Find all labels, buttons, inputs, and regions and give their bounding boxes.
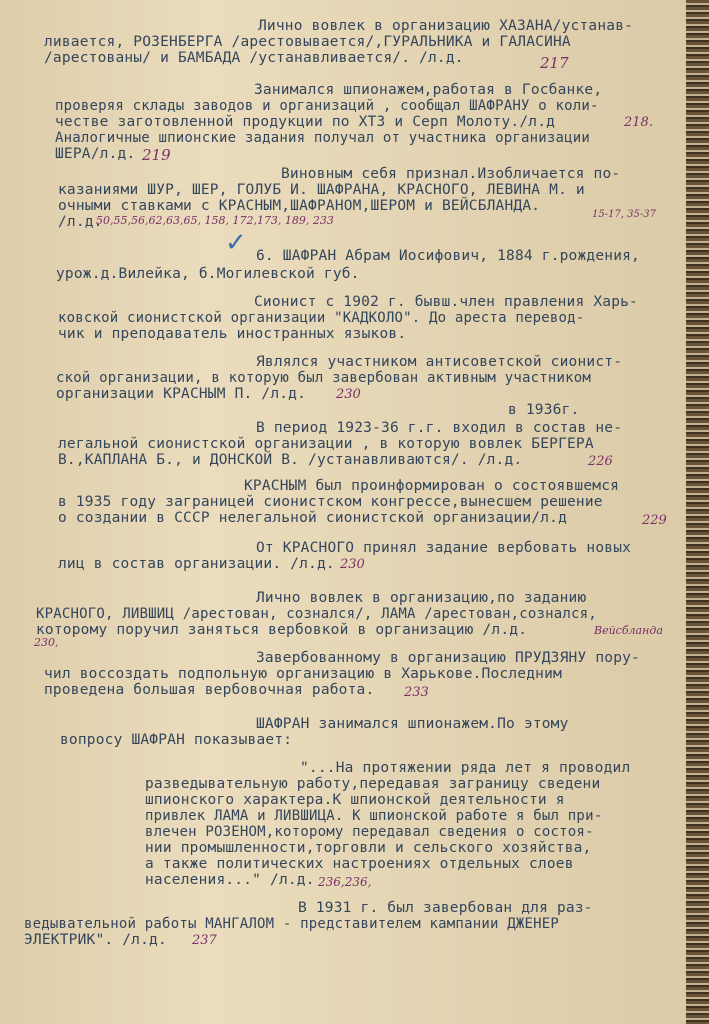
text-line: Сионист с 1902 г. бывш.член правления Харь-	[254, 294, 638, 310]
text-line: чил воссоздать подпольную организацию в Харькове.Последним	[44, 666, 562, 682]
check-mark-icon: ✓	[225, 228, 247, 258]
handwritten-note: 226	[588, 454, 613, 469]
text-line: /арестованы/ и БАМБАДА /устанавливается/. /л.д.	[44, 50, 464, 66]
handwritten-note: 237	[192, 933, 217, 948]
text-line: Являлся участником антисоветской сионист-	[256, 354, 623, 370]
text-line: в 1935 году заграницей сионистском конгрессе,вынесшем решение	[58, 494, 603, 510]
text-line: ШАФРАН занимался шпионажем.По этому	[256, 716, 569, 732]
text-line: В.,КАПЛАНА Б., и ДОНСКОЙ В. /устанавливаются/. /л.д.	[58, 452, 523, 468]
paper-stack-edge	[686, 0, 709, 1024]
text-line: В 1931 г. был завербован для раз-	[298, 900, 593, 916]
text-line: В период 1923-36 г.г. входил в состав не-	[256, 420, 623, 436]
text-line: лиц в состав организации. /л.д.	[58, 556, 335, 572]
handwritten-note: 230	[336, 387, 361, 402]
text-line: урож.д.Вилейка, б.Могилевской губ.	[56, 266, 360, 282]
handwritten-note: 15-17, 35-37	[592, 209, 657, 220]
handwritten-note: Вейсбланда	[594, 624, 663, 637]
handwritten-note: 218.	[624, 115, 653, 130]
text-line: ведывательной работы МАНГАЛОМ - представителем кампании ДЖЕНЕР	[24, 916, 559, 932]
text-line: разведывательную работу,передавая заграницу сведени	[145, 776, 601, 792]
text-line: Завербованному в организацию ПРУДЗЯНУ пору-	[256, 650, 640, 666]
text-line: "...На протяжении ряда лет я проводил	[300, 760, 631, 776]
text-line: ливается, РОЗЕНБЕРГА /арестовывается/,ГУРАЛЬНИКА и ГАЛАСИНА	[44, 34, 571, 50]
text-line: чик и преподаватель иностранных языков.	[58, 326, 407, 342]
text-line: От КРАСНОГО принял задание вербовать новых	[256, 540, 632, 556]
text-line: населения..." /л.д.	[145, 872, 315, 888]
text-line: КРАСНОГО, ЛИВШИЦ /арестован, сознался/, ЛАМА /арестован,сознался,	[36, 606, 597, 622]
handwritten-note: 217	[540, 54, 569, 72]
text-line: привлек ЛАМА и ЛИВШИЦА. К шпионской работе я был при-	[145, 808, 603, 824]
text-line: а также политических настроениях отдельных слоев	[145, 856, 574, 872]
handwritten-note: 230,	[34, 636, 59, 649]
text-line: в 1936г.	[508, 402, 580, 418]
text-line: очными ставками с КРАСНЫМ,ШАФРАНОМ,ШЕРОМ и ВЕЙСБЛАНДА.	[58, 198, 541, 214]
text-line: ской организации, в которую был завербован активным участником	[56, 370, 591, 386]
text-line: Занимался шпионажем,работая в Госбанке,	[254, 82, 603, 98]
handwritten-note: 230	[340, 557, 365, 572]
text-line: шпионского характера.К шпионской деятельности я	[145, 792, 565, 808]
text-line: 6. ШАФРАН Абрам Иосифович, 1884 г.рождения,	[256, 248, 640, 264]
text-line: которому поручил заняться вербовкой в организацию /л.д.	[36, 622, 528, 638]
text-line: честве заготовленной продукции по ХТЗ и Серп Молоту./л.д	[55, 114, 556, 130]
text-line: ШЕРА/л.д.	[55, 146, 136, 162]
text-line: Лично вовлек в организацию ХАЗАНА/устанав-	[258, 18, 634, 34]
text-line: нии промышленности,торговли и сельского хозяйства,	[145, 840, 592, 856]
handwritten-note: 236,236,	[318, 875, 372, 889]
text-line: о создании в СССР нелегальной сионистской организации/л.д	[58, 510, 567, 526]
text-line: влечен РОЗЕНОМ,которому передавал сведения о состоя-	[145, 824, 594, 840]
text-line: КРАСНЫМ был проинформирован о состоявшемся	[244, 478, 620, 494]
text-line: проведена большая вербовочная работа.	[44, 682, 375, 698]
text-line: /л.д.	[58, 214, 103, 230]
handwritten-note: 229	[642, 513, 667, 528]
text-line: ЭЛЕКТРИК". /л.д.	[24, 932, 167, 948]
text-line: проверяя склады заводов и организаций , сообщал ШАФРАНУ о коли-	[55, 98, 599, 114]
text-line: Виновным себя признал.Изобличается по-	[281, 166, 621, 182]
handwritten-note: 50,55,56,62,63,65, 158, 172,173, 189, 233	[96, 214, 334, 227]
text-line: вопросу ШАФРАН показывает:	[60, 732, 293, 748]
text-line: Аналогичные шпионские задания получал от участника организации	[55, 130, 590, 146]
text-line: Лично вовлек в организацию,по заданию	[256, 590, 587, 606]
text-line: организации КРАСНЫМ П. /л.д.	[56, 386, 307, 402]
text-line: казаниями ШУР, ШЕР, ГОЛУБ И. ШАФРАНА, КРАСНОГО, ЛЕВИНА М. и	[58, 182, 585, 198]
text-line: легальной сионистской организации , в которую вовлек БЕРГЕРА	[58, 436, 594, 452]
handwritten-note: 233	[404, 685, 429, 700]
text-line: ковской сионистской организации "КАДКОЛО". До ареста перевод-	[58, 310, 585, 326]
handwritten-note: 219	[142, 146, 171, 164]
